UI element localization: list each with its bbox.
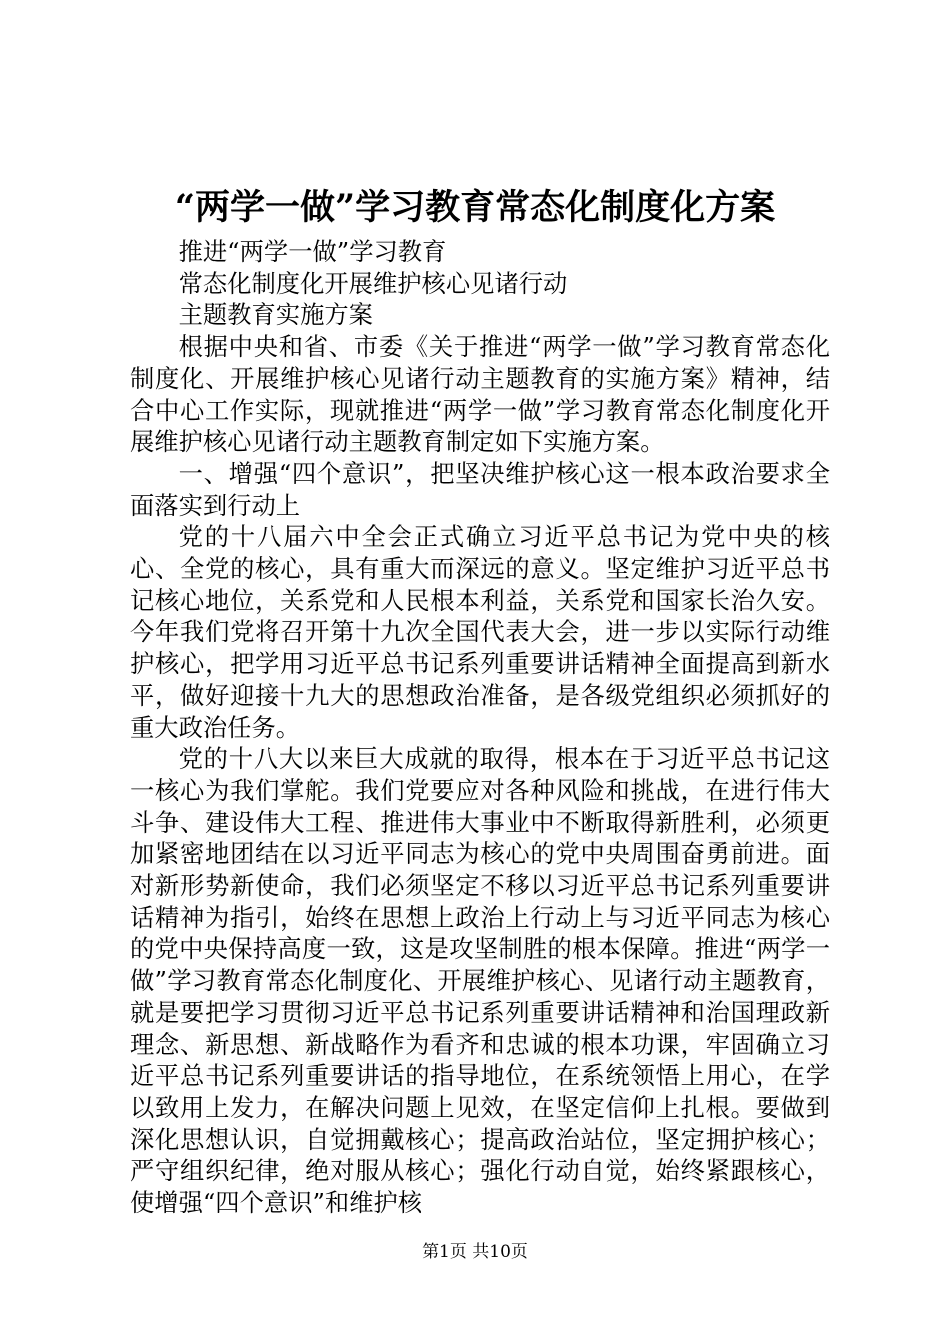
subtitle-line-2: 常态化制度化开展维护核心见诸行动	[178, 268, 568, 298]
document-title: “两学一做”学习教育常态化制度化方案	[174, 187, 776, 228]
document-body	[130, 236, 830, 1219]
body-paragraph: 党的十八届六中全会正式确立习近平总书记为党中央的核心、全党的核心，具有重大而深远的意义。坚定维护习近平总书记核心地位，关系党和人民根本利益，关系党和国家长治久安。今年我们党将召开第十九次全国代表大会，进一步以实际行动维护核心，把学用习近平总书记系列重要讲话精神全面提高到新水平，做好迎接十九大的思想政治准备，是各级党组织必须抓好的重大政治任务。	[130, 522, 830, 742]
subtitle-line-3: 主题教育实施方案	[178, 300, 373, 330]
subtitle-line-1: 推进“两学一做”学习教育	[178, 237, 447, 266]
page-footer: 第1页 共10页	[422, 1242, 528, 1262]
body-paragraph: 党的十八大以来巨大成就的取得，根本在于习近平总书记这一核心为我们掌舵。我们党要应对各种风险和挑战，在进行伟大斗争、建设伟大工程、推进伟大事业中不断取得新胜利，必须更加紧密地团结在以习近平同志为核心的党中央周围奋勇前进。面对新形势新使命，我们必须坚定不移以习近平总书记系列重要讲话精神为指引，始终在思想上政治上行动上与习近平同志为核心的党中央保持高度一致，这是攻坚制胜的根本保障。推进“两学一做”学习教育常态化制度化、开展维护核心、见诸行动主题教育，就是要把学习贯彻习近平总书记系列重要讲话精神和治国理政新理念、新思想、新战略作为看齐和忠诚的根本功课，牢固确立习近平总书记系列重要讲话的指导地位，在系统领悟上用心，在学以致用上发力，在解决问题上见效，在坚定信仰上扎根。要做到深化思想认识，自觉拥戴核心；提高政治站位，坚定拥护核心；严守组织纪律，绝对服从核心；强化行动自觉，始终紧跟核心，使增强“四个意识”和维护核	[130, 744, 830, 1218]
section-heading-1: 一、增强“四个意识”，把坚决维护核心这一根本政治要求全面落实到行动上	[130, 458, 830, 520]
intro-paragraph: 根据中央和省、市委《关于推进“两学一做”学习教育常态化制度化、开展维护核心见诸行动主题教育的实施方案》精神，结合中心工作实际，现就推进“两学一做”学习教育常态化制度化开展维护核心见诸行动主题教育制定如下实施方案。	[130, 332, 830, 457]
